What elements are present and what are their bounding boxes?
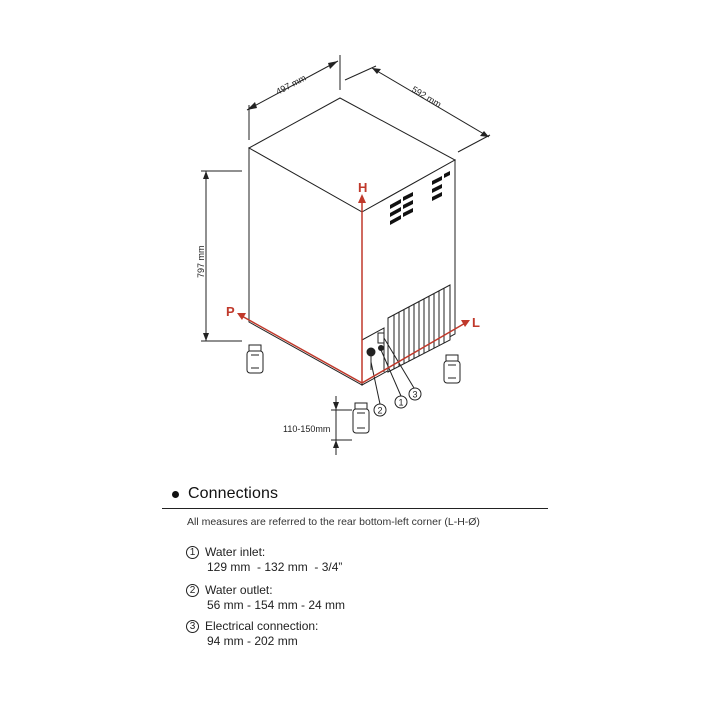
bullet-icon [172, 491, 179, 498]
callout-1-number: 1 [398, 397, 404, 408]
axis-label-p: P [226, 304, 235, 319]
foot-front [353, 403, 369, 433]
height-dimension-line [201, 171, 242, 341]
connection-item-water-inlet [186, 544, 342, 574]
axis-label-h: H [358, 180, 368, 195]
section-heading: Connections [188, 485, 279, 502]
water-inlet-connector [378, 333, 384, 343]
callout-2-number: 2 [377, 405, 383, 416]
connection-item-electrical [186, 618, 318, 648]
connection-item-water-outlet [186, 582, 345, 612]
foot-right [444, 355, 460, 383]
item-number-badge: 3 [186, 620, 199, 633]
axis-label-l: L [472, 315, 480, 330]
height-label: 797 mm [196, 245, 206, 278]
item-value: 94 mm - 202 mm [207, 634, 298, 648]
item-title: Water outlet: [205, 583, 273, 597]
item-title: Electrical connection: [205, 619, 319, 633]
item-title: Water inlet: [205, 545, 266, 559]
item-number-badge: 2 [186, 584, 199, 597]
connections-section [162, 482, 548, 648]
depth-label: 592 mm [409, 84, 443, 110]
item-value: 129 mm - 132 mm - 3/4” [207, 560, 343, 574]
item-value: 56 mm - 154 mm - 24 mm [207, 598, 346, 612]
section-heading-row [162, 482, 548, 506]
reference-note: All measures are referred to the rear bottom-left corner (L-H-Ø) [187, 516, 480, 528]
item-number-badge: 1 [186, 546, 199, 559]
foot-left [247, 345, 263, 373]
feet-height-label: 110-150mm [283, 424, 331, 434]
divider [162, 508, 548, 509]
water-outlet-connector [367, 348, 375, 356]
width-label: 497 mm [274, 72, 308, 97]
callout-3-number: 3 [412, 389, 418, 400]
